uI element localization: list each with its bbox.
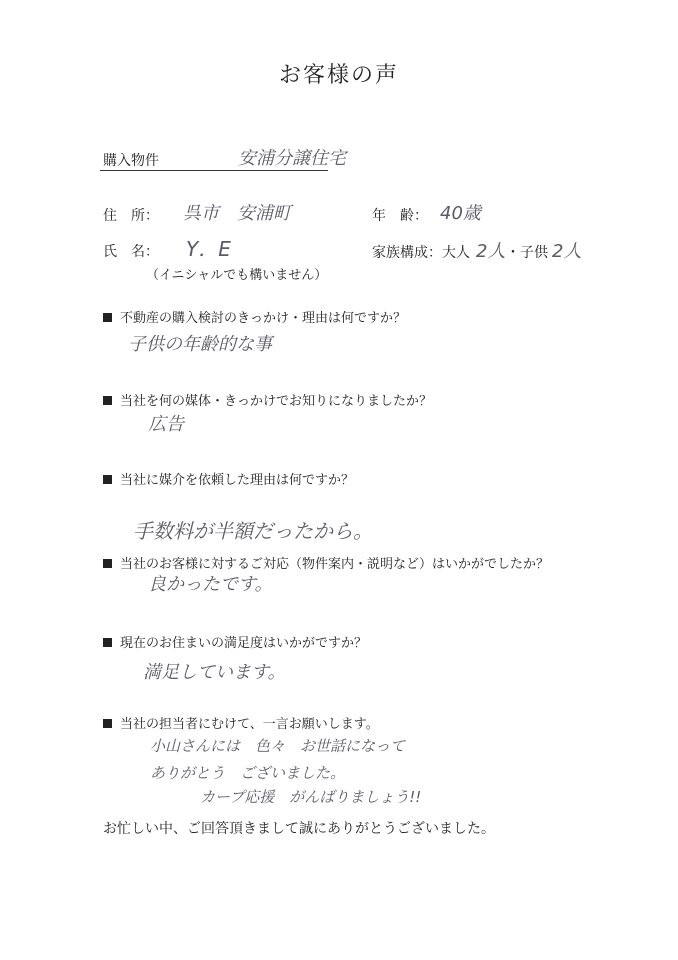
answer-2: 広告 bbox=[148, 414, 184, 435]
bullet-square-icon bbox=[103, 719, 112, 728]
family-label: 家族構成：大人 bbox=[372, 245, 470, 261]
bullet-square-icon bbox=[103, 475, 112, 484]
bullet-square-icon bbox=[103, 638, 112, 647]
answer-6-line-2: ありがとう ございました。 bbox=[150, 764, 346, 782]
property-value: 安浦分譲住宅 bbox=[238, 148, 346, 169]
address-value: 呉市 安浦町 bbox=[183, 203, 291, 224]
page-title: お客様の声 bbox=[278, 63, 399, 88]
answer-6-line-3: カープ応援 がんばりましょう!! bbox=[200, 788, 422, 806]
family-adults: 2人 bbox=[476, 241, 506, 262]
question-5: 現在のお住まいの満足度はいかがですか？ bbox=[103, 632, 367, 651]
question-1: 不動産の購入検討のきっかけ・理由は何ですか？ bbox=[103, 307, 406, 326]
question-3: 当社に媒介を依頼した理由は何ですか？ bbox=[103, 469, 354, 488]
closing-message: お忙しい中、ご回答頂きまして誠にありがとうございました。 bbox=[103, 821, 495, 837]
property-underline bbox=[100, 170, 328, 171]
answer-6-line-1: 小山さんには 色々 お世話になって bbox=[150, 737, 406, 755]
answer-4: 良かったです。 bbox=[148, 574, 273, 595]
question-4: 当社のお客様に対するご対応（物件案内・説明など）はいかがでしたか？ bbox=[103, 553, 549, 572]
answer-3: 手数料が半額だったから。 bbox=[133, 519, 373, 543]
family-children-label: ・子供 bbox=[506, 245, 548, 261]
family-children: 2人 bbox=[552, 241, 582, 262]
question-6: 当社の担当者にむけて、一言お願いします。 bbox=[103, 713, 379, 732]
age-label: 年 齢： bbox=[372, 208, 428, 224]
address-label: 住 所： bbox=[103, 208, 159, 224]
name-label: 氏 名： bbox=[103, 244, 159, 260]
answer-1: 子供の年齢的な事 bbox=[128, 334, 272, 355]
bullet-square-icon bbox=[103, 313, 112, 322]
answer-5: 満足しています。 bbox=[143, 662, 286, 683]
age-value: 40歳 bbox=[440, 203, 481, 224]
property-label: 購入物件 bbox=[103, 153, 159, 169]
question-2: 当社を何の媒体・きっかけでお知りになりましたか？ bbox=[103, 390, 432, 409]
bullet-square-icon bbox=[103, 396, 112, 405]
name-note: （イニシャルでも構いません） bbox=[146, 268, 328, 283]
name-value: Y．E bbox=[186, 237, 231, 261]
bullet-square-icon bbox=[103, 559, 112, 568]
